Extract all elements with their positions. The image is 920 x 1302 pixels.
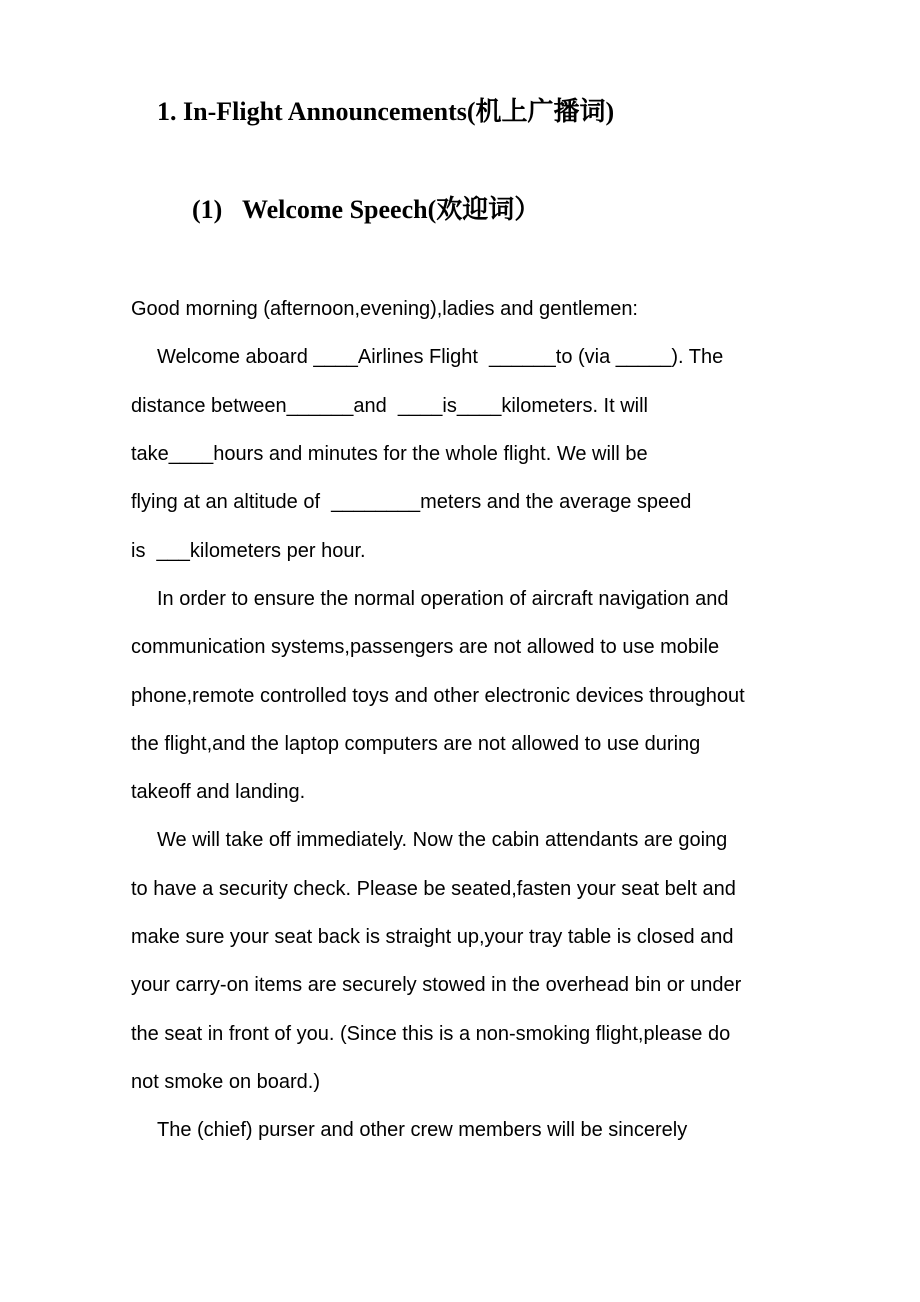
text-line: to have a security check. Please be seated,fasten your seat belt and: [131, 878, 736, 900]
subsection-title: Welcome Speech(欢迎词）: [242, 195, 541, 224]
section-heading: 1. In-Flight Announcements(机上广播词): [157, 97, 615, 126]
text-line: The (chief) purser and other crew members will be sincerely: [157, 1119, 688, 1141]
text-line: the seat in front of you. (Since this is a non-smoking flight,please do: [131, 1023, 731, 1045]
text-line: distance between______and ____is____kilometers. It will: [131, 395, 649, 417]
text-line: take____hours and minutes for the whole flight. We will be: [131, 443, 648, 465]
text-line: is ___kilometers per hour.: [131, 540, 366, 562]
text-line: make sure your seat back is straight up,your tray table is closed and: [131, 926, 734, 948]
text-line: the flight,and the laptop computers are not allowed to use during: [131, 733, 701, 755]
text-line: Good morning (afternoon,evening),ladies and gentlemen:: [131, 298, 638, 320]
text-line: not smoke on board.): [131, 1071, 320, 1093]
subsection-number: (1): [192, 195, 223, 224]
text-line: your carry-on items are securely stowed in the overhead bin or under: [131, 974, 742, 996]
text-line: Welcome aboard ____Airlines Flight ______to (via _____). The: [157, 346, 724, 368]
text-line: In order to ensure the normal operation of aircraft navigation and: [157, 588, 729, 610]
text-line: takeoff and landing.: [131, 781, 306, 803]
text-line: phone,remote controlled toys and other electronic devices throughout: [131, 685, 745, 707]
text-line: communication systems,passengers are not allowed to use mobile: [131, 636, 720, 658]
subsection-heading: [192, 190, 540, 230]
text-line: We will take off immediately. Now the cabin attendants are going: [157, 829, 728, 851]
text-line: flying at an altitude of ________meters and the average speed: [131, 491, 692, 513]
